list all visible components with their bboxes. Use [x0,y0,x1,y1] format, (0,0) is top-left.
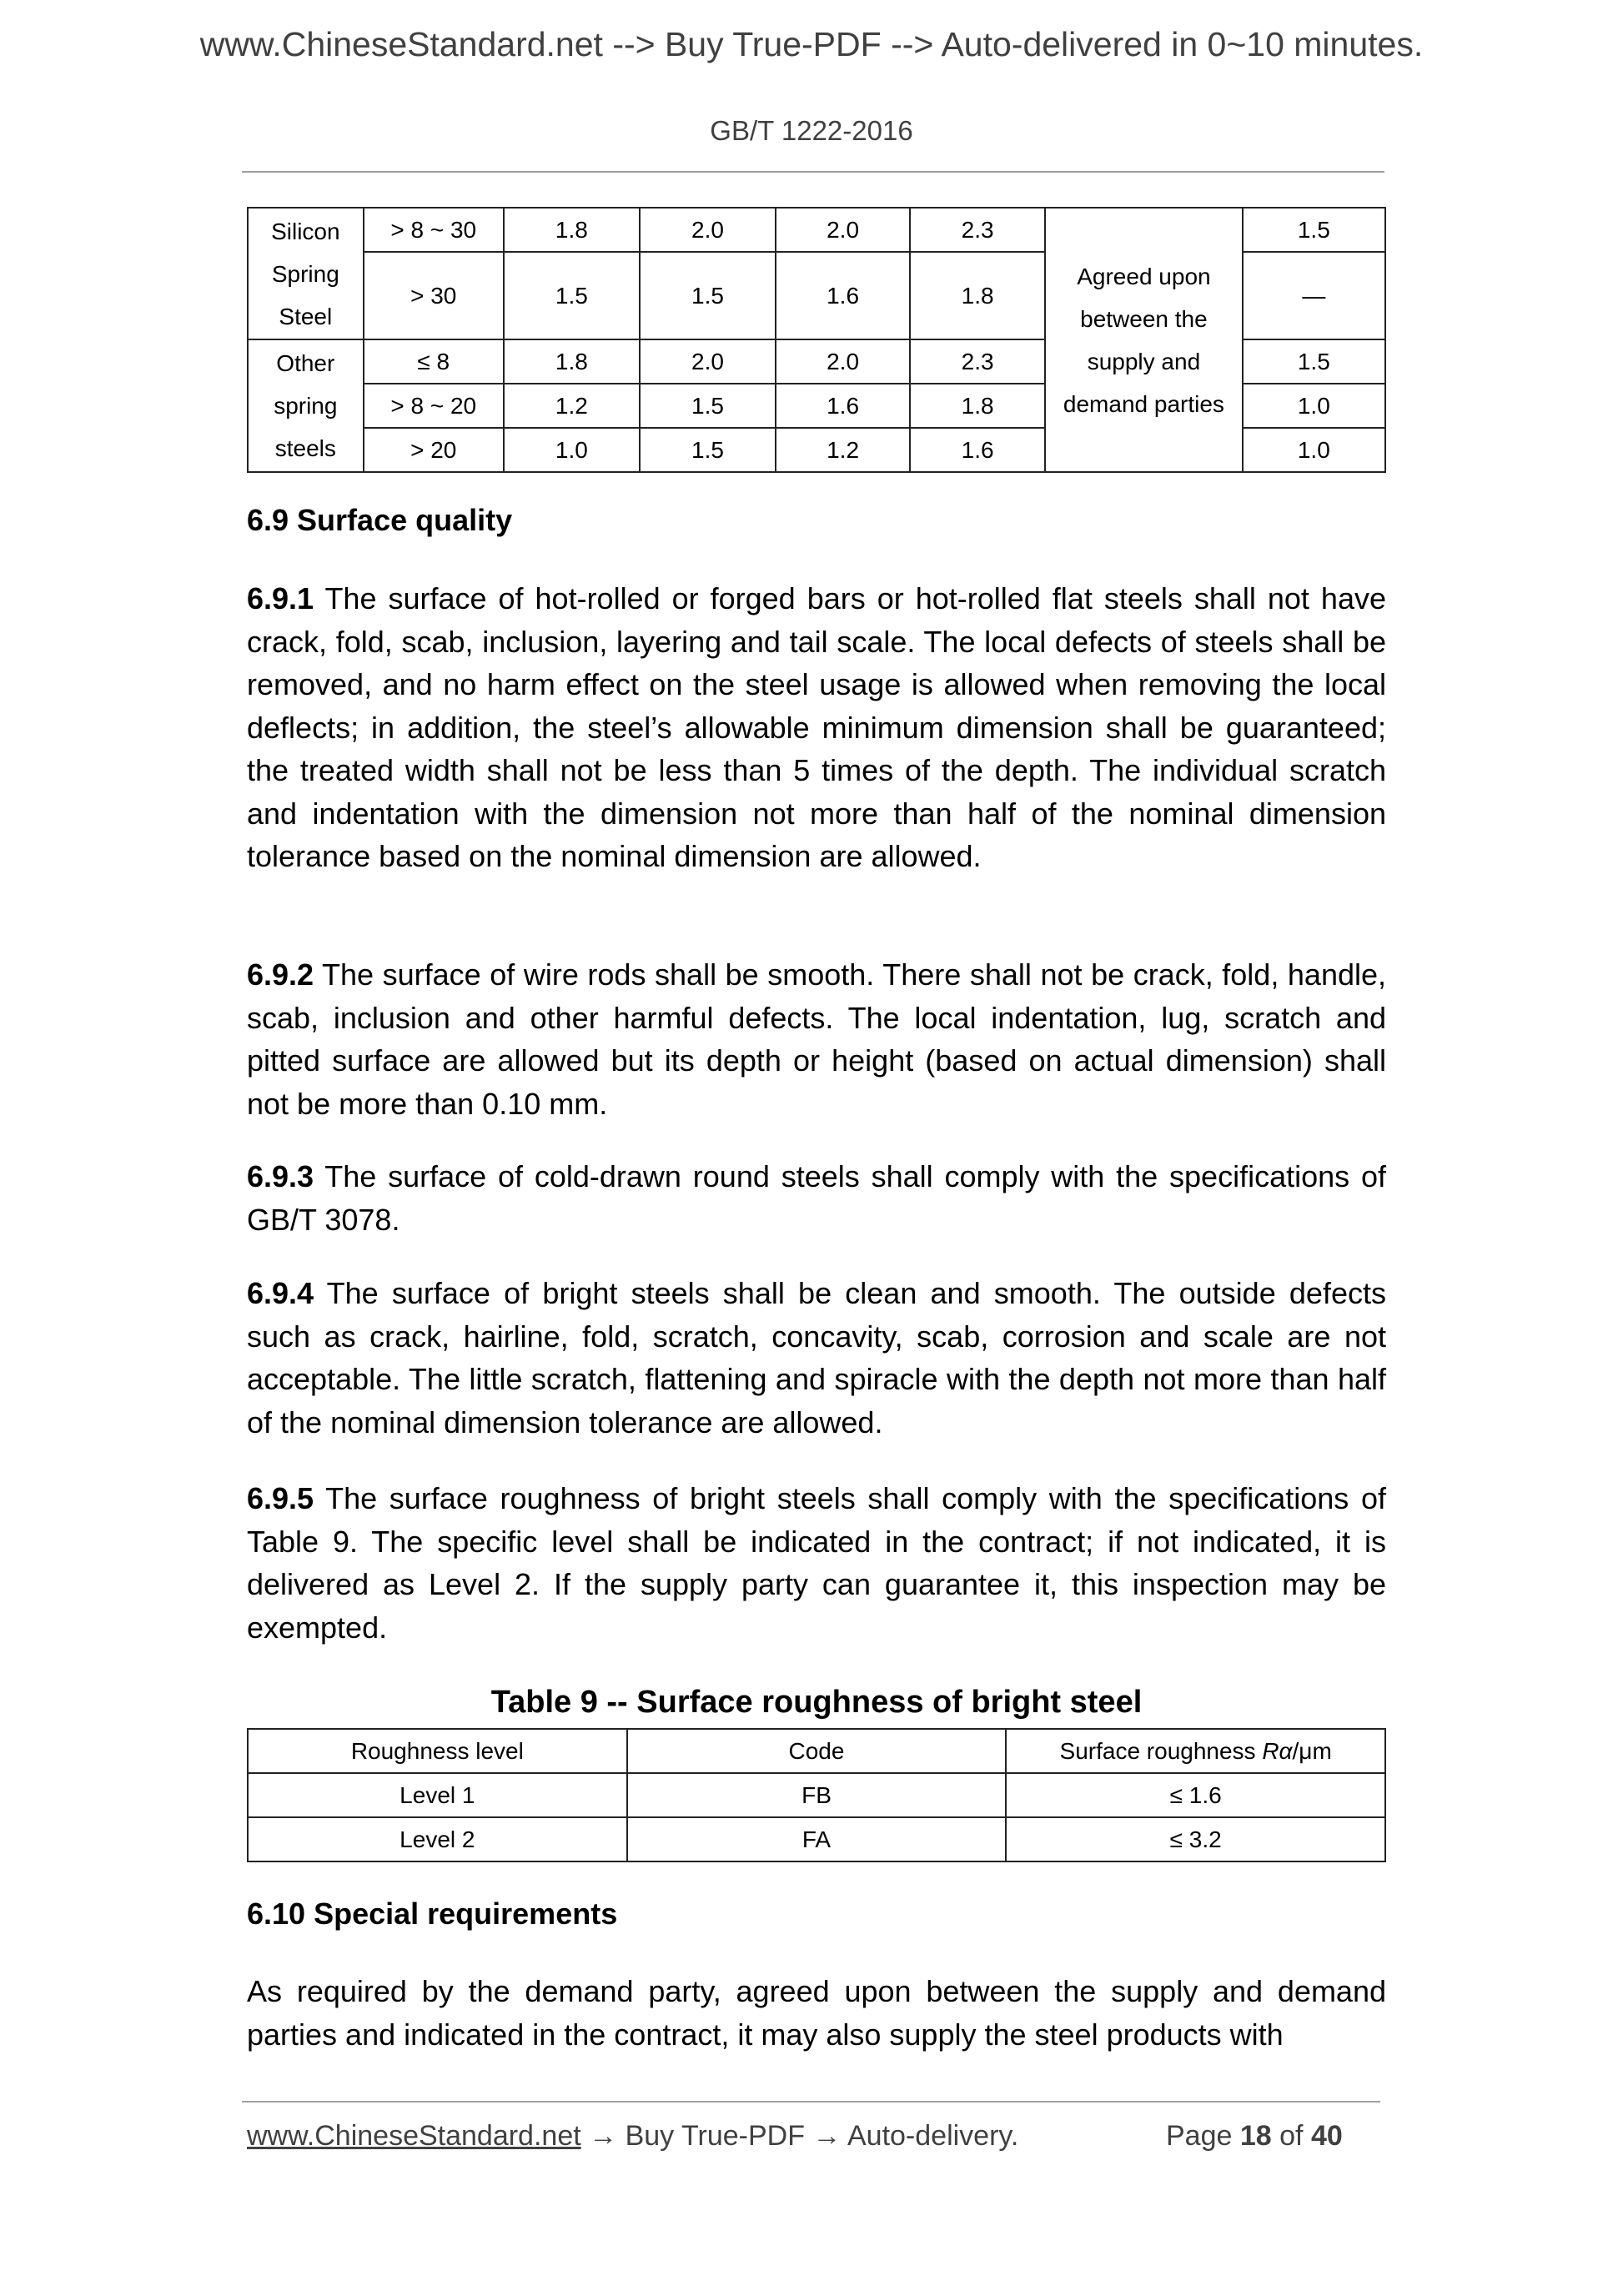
code-cell: FA [627,1817,1007,1861]
value-cell: 2.0 [776,339,910,384]
table-9-surface-roughness [247,1728,1386,1862]
roughness-cell: ≤ 1.6 [1006,1773,1385,1817]
standard-code: GB/T 1222-2016 [710,115,913,146]
page-current: 18 [1239,2120,1272,2152]
value-cell: 1.5 [1243,339,1385,384]
size-cell: > 30 [364,252,504,339]
table-header-row [248,1729,1385,1773]
value-cell: 1.5 [504,252,640,339]
value-cell: 1.0 [1243,384,1385,428]
clause-6-9-5 [247,1477,1386,1649]
clause-6-9-2 [247,953,1386,1125]
table-row [248,1817,1385,1861]
section-heading-6-9: 6.9 Surface quality [247,503,513,537]
code-cell: FB [627,1773,1007,1817]
header-divider [242,171,1384,173]
value-cell: 1.2 [776,428,910,472]
value-cell: 2.0 [776,208,910,252]
value-cell: 1.5 [640,252,776,339]
footer-divider [242,2101,1380,2103]
clause-6-9-1 [247,577,1386,878]
footer-left [247,2120,1018,2153]
value-cell: 1.8 [910,384,1045,428]
value-cell: 1.2 [504,384,640,428]
value-cell: 1.8 [910,252,1045,339]
clause-number: 6.9.4 [247,1276,314,1310]
level-cell: Level 2 [248,1817,627,1861]
clause-6-10-text: As required by the demand party, agreed upon between the supply and demand parties and indicated in the contract, it may also supply the steel products with [247,1974,1386,2052]
value-cell: 1.5 [1243,208,1385,252]
page-word: Page [1166,2120,1240,2152]
clause-text: The surface of bright steels shall be clean and smooth. The outside defects such as crack, hairline, fold, scratch, concavity, scab, corrosion and scale are not acceptable. The little scratch, flattening and spiracle with the depth not more than half of the nominal dimension tolerance are allowed. [247,1276,1386,1439]
column-header: Code [627,1729,1007,1773]
value-cell: 2.3 [910,208,1045,252]
table-row [248,208,1385,252]
value-cell: 1.6 [776,252,910,339]
group-label: Silicon Spring Steel [248,208,364,339]
size-cell: ≤ 8 [364,339,504,384]
clause-6-9-3 [247,1155,1386,1241]
value-cell: 1.6 [910,428,1045,472]
value-cell: 1.8 [504,208,640,252]
clause-number: 6.9.2 [247,957,314,992]
level-cell: Level 1 [248,1773,627,1817]
value-cell: 1.5 [640,384,776,428]
table-8-continued [247,207,1386,473]
page-indicator [1166,2120,1343,2153]
of-word: of [1271,2120,1311,2152]
merged-note-cell: Agreed upon between the supply and demand parties [1045,208,1243,472]
size-cell: > 20 [364,428,504,472]
value-cell: — [1243,252,1385,339]
page-total: 40 [1310,2120,1343,2152]
table-9-title: Table 9 -- Surface roughness of bright steel [490,1685,1143,1720]
column-header: Surface roughness Rα/μm [1006,1729,1385,1773]
clause-number: 6.9.3 [247,1159,314,1193]
clause-text: The surface of cold-drawn round steels shall comply with the specifications of GB/T 3078. [247,1159,1386,1237]
value-cell: 2.0 [640,339,776,384]
value-cell: 1.5 [640,428,776,472]
footer-tagline: → Buy True-PDF → Auto-delivery. [580,2120,1019,2152]
size-cell: > 8 ~ 20 [364,384,504,428]
clause-6-9-4 [247,1272,1386,1444]
value-cell: 1.0 [504,428,640,472]
header-banner: www.ChineseStandard.net --> Buy True-PDF --> Auto-delivered in 0~10 minutes. [199,25,1424,63]
clause-text: The surface roughness of bright steels shall comply with the specifications of Table 9. The specific level shall be indicated in the contract; if not indicated, it is delivered as Level 2. If the supply party can guarantee it, this inspection may be exempted. [247,1481,1386,1645]
size-cell: > 8 ~ 30 [364,208,504,252]
footer-site-link[interactable]: www.ChineseStandard.net [247,2120,581,2152]
roughness-cell: ≤ 3.2 [1006,1817,1385,1861]
value-cell: 1.8 [504,339,640,384]
value-cell: 2.3 [910,339,1045,384]
value-cell: 1.0 [1243,428,1385,472]
clause-text: The surface of wire rods shall be smooth. There shall not be crack, fold, handle, scab, inclusion and other harmful defects. The local indentation, lug, scratch and pitted surface are allowed but its depth or height (based on actual dimension) shall not be more than 0.10 mm. [247,957,1387,1121]
clause-number: 6.9.1 [247,581,314,615]
table-row [248,1773,1385,1817]
clause-number: 6.9.5 [247,1481,314,1515]
section-heading-6-10: 6.10 Special requirements [247,1897,618,1931]
group-label: Other spring steels [248,339,364,472]
clause-text: The surface of hot-rolled or forged bars or hot-rolled flat steels shall not have crack, fold, scab, inclusion, layering and tail scale. The local defects of steels shall be removed, and no harm effect on the steel usage is allowed when removing the local deflects; in addition, the steel’s allowable minimum dimension shall be guaranteed; the treated width shall not be less than 5 times of the depth. The individual scratch and indentation with the dimension not more than half of the nominal dimension tolerance based on the nominal dimension are allowed. [247,581,1386,873]
value-cell: 1.6 [776,384,910,428]
column-header: Roughness level [248,1729,627,1773]
value-cell: 2.0 [640,208,776,252]
